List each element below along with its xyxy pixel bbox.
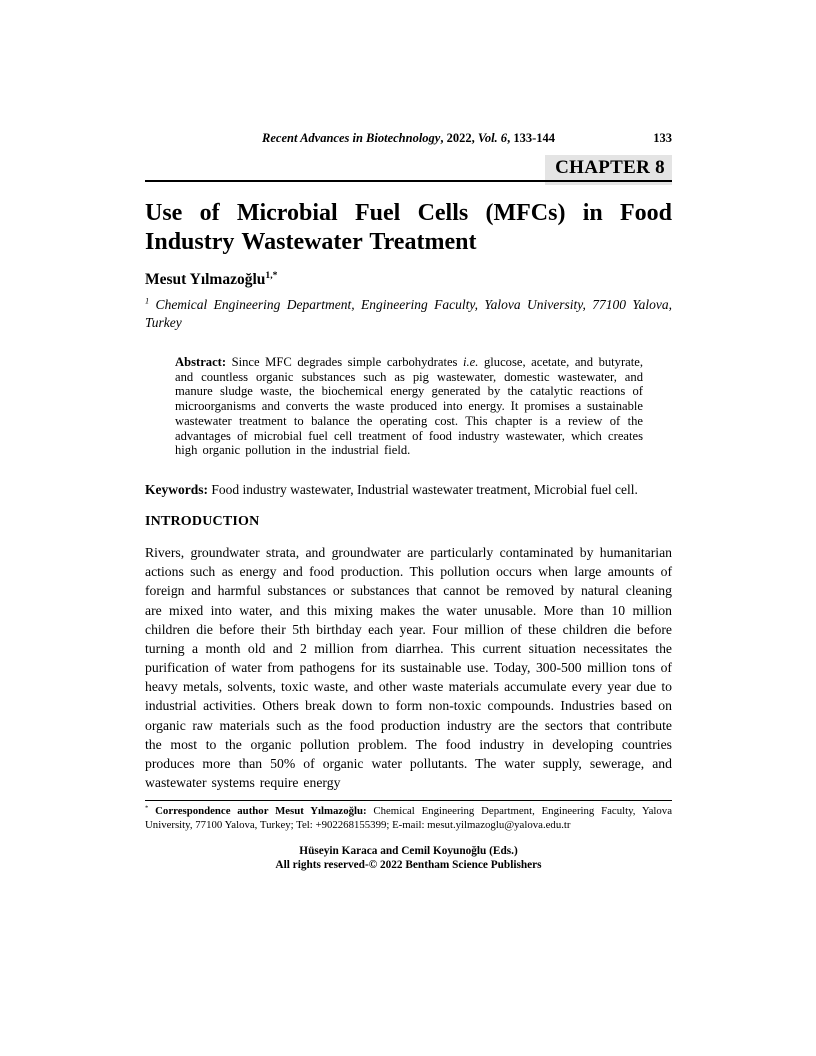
abstract-text-2: glucose, acetate, and butyrate, and countless organic substances such as pig wastewater, domestic wastewater, and manure sludge waste, the biochemical energy generated by the catalytic reactions of microorganisms and converts the waste produced into energy. It promises a sustainable wastewater treatment to balance the operating cost. This chapter is a review of the advantages of microbial fuel cell treatment of food industry wastewater, which creates high organic pollution in the industrial field. — [175, 354, 643, 458]
intro-paragraph: Rivers, groundwater strata, and groundwater are particularly contaminated by humanitarian actions such as energy and food production. This pollution occurs when large amounts of foreign and harmful substances or substances that cannot be removed by natural cleaning are mixed into water, and this mixing makes the water unusable. More than 10 million children die before their 5th birthday each year. Four million of these children die before turning a month old and 2 million from diarrhea. This current situation necessitates the purification of water from pathogens for its sustainable use. Today, 300-500 million tons of heavy metals, solvents, toxic waste, and other waste materials accumulate every year due to industrial activities. Others break down to form non-toxic compounds. Industries based on organic raw materials such as the food production industry are the sectors that contribute the most to the organic pollution problem. The food industry in developing countries produces more than 50% of organic water pollutants. The water supply, sewerage, and wastewater systems require energy — [145, 545, 672, 791]
author-line — [145, 271, 672, 289]
editors-line: Hüseyin Karaca and Cemil Koyunoğlu (Eds.) — [299, 844, 518, 857]
abstract-text-1: Since MFC degrades simple carbohydrates — [226, 354, 464, 369]
article-title: Use of Microbial Fuel Cells (MFCs) in Food Industry Wastewater Treatment — [145, 200, 672, 256]
abstract-ie: i.e. — [463, 354, 479, 369]
chapter-badge: CHAPTER 8 — [545, 155, 672, 185]
header-rule — [145, 180, 672, 182]
author-name: Mesut Yılmazoğlu — [145, 270, 266, 288]
publisher-block — [145, 844, 672, 873]
abstract-label: Abstract: — [175, 354, 227, 369]
page-header — [145, 131, 672, 147]
journal-citation — [262, 131, 555, 145]
citation-year: , 2022, — [440, 131, 478, 145]
journal-name: Recent Advances in Biotechnology — [262, 131, 441, 145]
copyright-line: All rights reserved-© 2022 Bentham Science Publishers — [275, 859, 542, 872]
keywords-text: Food industry wastewater, Industrial wastewater treatment, Microbial fuel cell. — [208, 482, 638, 498]
affiliation-text: Chemical Engineering Department, Engineering Faculty, Yalova University, 77100 Yalova, Turkey — [145, 296, 672, 330]
author-affiliation — [145, 296, 672, 332]
chapter-row — [145, 155, 672, 186]
citation-pages: , 133-144 — [507, 131, 555, 145]
correspondence-footnote — [145, 800, 672, 833]
keywords-label: Keywords: — [145, 482, 208, 498]
page-number: 133 — [653, 131, 672, 145]
footnote-marker: * — [145, 804, 149, 812]
citation-volume: Vol. 6 — [477, 131, 508, 145]
affiliation-marker: 1 — [145, 296, 150, 306]
section-heading-introduction: INTRODUCTION — [145, 514, 260, 529]
keywords — [145, 481, 672, 500]
author-superscript: 1,* — [265, 269, 278, 281]
footnote-text: Chemical Engineering Department, Engineering Faculty, Yalova University, 77100 Yalova, Turkey; Tel: +902268155399; E-mail: mesut.yilmazoglu@yalova.edu.tr — [145, 805, 672, 832]
abstract — [175, 355, 643, 458]
footnote-bold: Correspondence author Mesut Yılmazoğlu: — [148, 805, 367, 818]
